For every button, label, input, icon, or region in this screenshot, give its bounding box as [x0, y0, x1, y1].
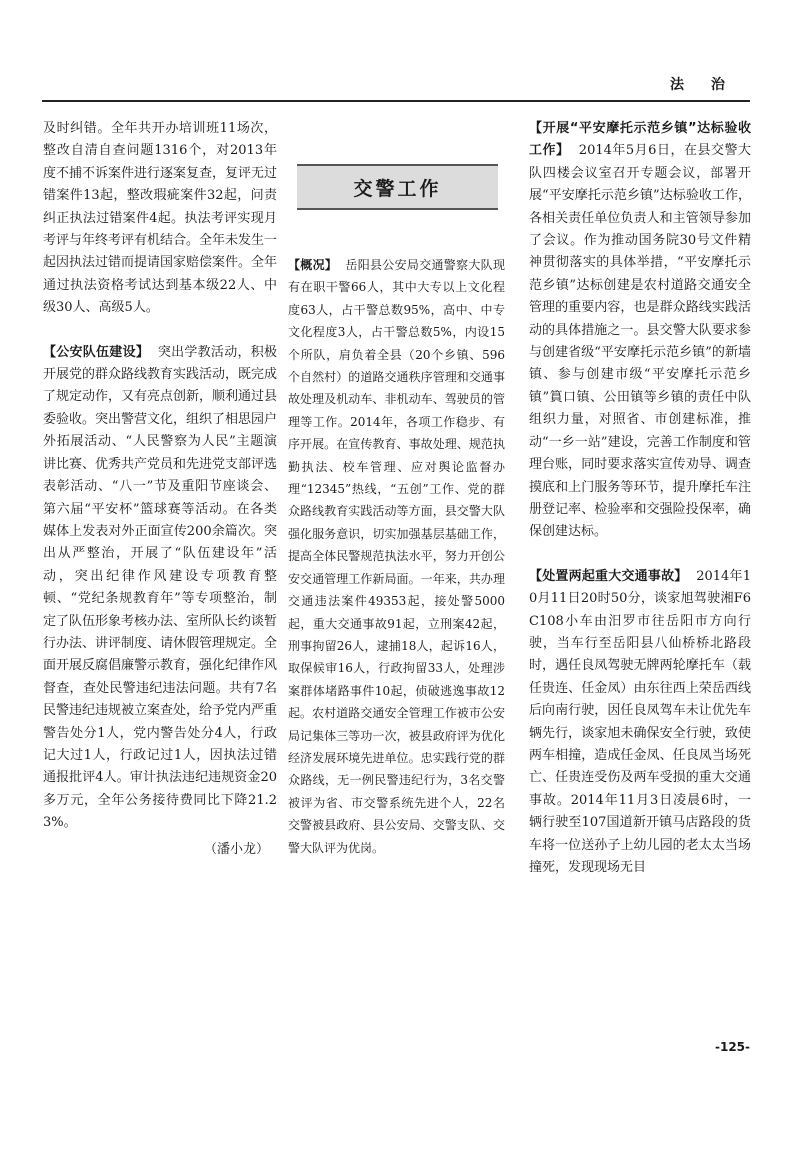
column-3 — [529, 118, 751, 1038]
section-police-team — [43, 342, 277, 835]
section-body: 2014年5月6日，在县交警大队四楼会议室召开专题会议，部署开展“平安摩托示范乡镇”达标验收工作，各相关责任单位负责人和主管领导参加了会议。作为推动国务院30号文件精神贯彻落实的具体举措，“平安摩托示范乡镇”达标创建是农村道路交通安全管理的重要内容，也是群众路线实践活动的具体措施之一。县交警大队要求参与创建省级“平安摩托示范乡镇”的新墙镇、参与创建市级“平安摩托示范乡镇”篔口镇、公田镇等乡镇的责任中队组织力量，对照省、市创建标准，推动“一乡一站”建设，完善工作制度和管理台账，同时要求落实宣传劝导、调查摸底和上门服务等环节，提升摩托车注册登记率、检验率和交强险投保率，确保创建达标。 — [529, 143, 751, 540]
section-overview — [288, 254, 505, 859]
section-body: 2014年10月11日20时50分，谈家旭驾驶湘F6C108小车由汨罗市往岳阳市方向行驶，当车行至岳阳县八仙桥桥北路段时，遇任良凤驾驶无牌两轮摩托车（载任贵连、任金凤）由东往西上荣岳西线后向南行驶，因任良凤驾车未让优先车辆先行，谈家旭未确保安全行驶，致使两车相撞，造成任金凤、任良凤当场死亡、任贵连受伤及两车受损的重大交通事故。2014年11月3日凌晨6时，一辆行驶至107国道新开镇马店路段的货车将一位送孙子上幼儿园的老太太当场撞死，发现现场无目 — [529, 568, 751, 875]
header-divider — [42, 100, 750, 102]
section-heading: 【公安队伍建设】 — [43, 344, 150, 360]
column-1 — [43, 118, 277, 1038]
section-body: 突出学教活动，积极开展党的群众路线教育实践活动，既完成了规定动作，又有亮点创新，顺利通过县委验收。突出警营文化，组织了相思园户外拓展活动、“人民警察为人民”主题演讲比赛、优秀共产党员和先进党支部评选表彰活动、“八一”节及重阳节座谈会、第六届“平安杯”篮球赛等活动。在各类媒体上发表对外正面宣传200余篇次。突出从严整治，开展了“队伍建设年”活动，突出纪律作风建设专项教育整顿、“党纪条规教育年”等专项整治，制定了队伍形象考核办法、室所队长约谈暂行办法、讲评制度、请休假管理规定。全面开展反腐倡廉警示教育，强化纪律作风督查，查处民警违纪违法问题。共有7名民警违纪违规被立案查处，给予党内严重警告处分1人，党内警告处分4人，行政记大过1人，行政记过1人，因执法过错通报批评4人。审计执法违纪违规资金20多万元，全年公务接待费同比下降21.23%。 — [43, 344, 277, 831]
section-accidents — [529, 566, 751, 880]
section-heading: 【处置两起重大交通事故】 — [529, 568, 688, 584]
header-title: 法 治 — [670, 77, 736, 93]
section-heading: 【开展“平安摩托示范乡镇”达标验收工作】 — [529, 121, 751, 159]
author-credit: （潘小龙） — [203, 841, 269, 857]
page-number: -125- — [714, 1040, 750, 1054]
section-title-banner: 交警工作 — [297, 164, 498, 210]
section-heading: 【概况】 — [288, 258, 338, 272]
paragraph-intro: 及时纠错。全年共开办培训班11场次，整改自清自查问题1316个，对2013年度不捕不诉案件进行逐案复查，复评无过错案件13起，整改瑕疵案件32起，问责纠正执法过错案件4起。执法考评实现月考评与年终考评有机结合。全年未发生一起因执法过错而提请国家赔偿案件。全年通过执法资格考试达到基本级22人、中级30人、高级5人。 — [43, 121, 277, 316]
section-safe-motorcycle — [529, 118, 751, 544]
section-body: 岳阳县公安局交通警察大队现有在职干警66人，其中大专以上文化程度63人，占干警总数95%，高中、中专文化程度3人，占干警总数5%，内设15个所队，肩负着全县（20个乡镇、596个自然村）的道路交通秩序管理和交通事故处理及机动车、非机动车、驾驶员的管理等工作。2014年，各项工作稳步、有序开展。在宣传教育、事故处理、规范执勤执法、校车管理、应对舆论监督办理“12345”热线，“五创”工作、党的群众路线教育实践活动等方面，县交警大队强化服务意识，切实加强基层基础工作，提高全体民警规范执法水平，努力开创公安交通管理工作新局面。一年来，共办理交通违法案件49353起，接处警5000起，重大交通事故91起，立刑案42起，刑事拘留26人，逮捕18人，起诉16人，取保候审16人，行政拘留33人，处理涉案群体堵路事件10起，侦破逃逸事故12起。农村道路交通安全管理工作被市公安局记集体三等功一次，被县政府评为优化经济发展环境先进单位。忠实践行党的群众路线，无一例民警违纪行为，3名交警被评为省、市交警系统先进个人，22名交警被县政府、县公安局、交警支队、交警大队评为优岗。 — [288, 258, 505, 855]
column-2 — [288, 254, 505, 1174]
